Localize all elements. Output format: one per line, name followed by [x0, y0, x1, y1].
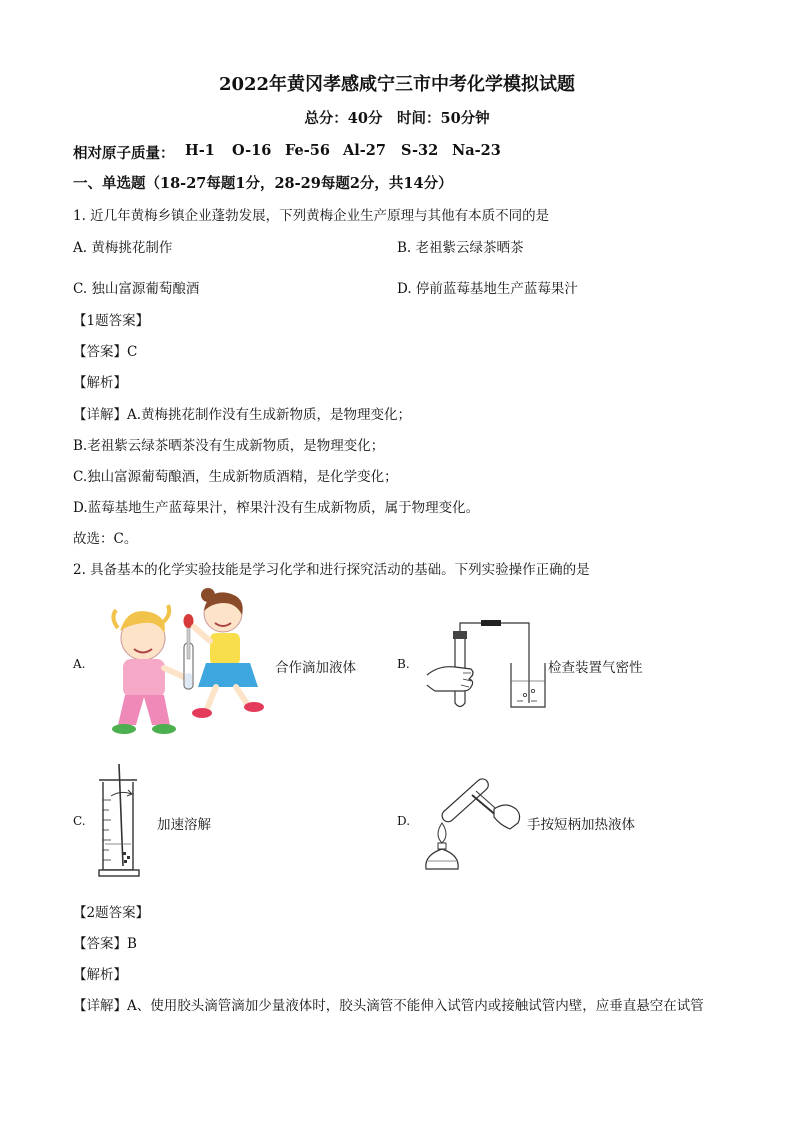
q1-analysis: 【解析】	[73, 375, 127, 391]
atomic-mass-h: H-1	[185, 142, 215, 159]
atomic-mass-s: S-32	[401, 142, 439, 159]
q1-option-d: D. 停前蓝莓基地生产蓝莓果汁	[397, 281, 578, 297]
q2-option-a-caption: 合作滴加液体	[275, 660, 356, 676]
q2-answer-header: 【2题答案】	[73, 905, 150, 921]
atomic-mass-o: O-16	[232, 142, 272, 159]
alcohol-lamp-heating-apparatus	[420, 765, 525, 875]
q1-option-b: B. 老祖紫云绿茶晒茶	[397, 240, 524, 256]
q2-answer: 【答案】B	[73, 936, 137, 952]
q2-detail: 【详解】A、使用胶头滴管滴加少量液体时，胶头滴管不能伸入试管内或接触试管内壁，应垂直悬空在试管	[73, 998, 704, 1014]
q1-answer-header: 【1题答案】	[73, 313, 150, 329]
question-2-stem: 2. 具备基本的化学实验技能是学习化学和进行探究活动的基础。下列实验操作正确的是	[73, 562, 590, 578]
question-1-stem: 1. 近几年黄梅乡镇企业蓬勃发展，下列黄梅企业生产原理与其他有本质不同的是	[73, 208, 550, 224]
q2-option-a-letter: A.	[73, 657, 86, 671]
airtightness-check-apparatus	[425, 615, 550, 715]
q2-option-b-caption: 检查装置气密性	[548, 660, 643, 676]
q2-analysis: 【解析】	[73, 967, 127, 983]
q1-detail-5: 故选：C。	[73, 531, 138, 547]
q1-detail-3: C.独山富源葡萄酿酒，生成新物质酒精，是化学变化；	[73, 469, 398, 485]
children-dropper-illustration	[98, 583, 273, 743]
q1-option-a: A. 黄梅挑花制作	[73, 240, 173, 256]
section-heading: 一、单选题（18-27每题1分，28-29每题2分，共14分）	[73, 175, 453, 192]
atomic-mass-fe: Fe-56	[285, 142, 330, 159]
q2-option-d-caption: 手按短柄加热液体	[527, 817, 635, 833]
atomic-mass-al: Al-27	[343, 142, 386, 159]
q1-detail-4: D.蓝莓基地生产蓝莓果汁，榨果汁没有生成新物质，属于物理变化。	[73, 500, 480, 516]
atomic-mass-label: 相对原子质量：	[73, 145, 175, 162]
graduated-cylinder-stirring	[97, 760, 147, 880]
atomic-mass-na: Na-23	[452, 142, 501, 159]
q1-detail-1: 【详解】A.黄梅挑花制作没有生成新物质，是物理变化；	[73, 407, 412, 423]
exam-info: 总分：40分 时间：50分钟	[304, 110, 490, 127]
q2-option-c-caption: 加速溶解	[157, 817, 211, 833]
q2-option-c-letter: C.	[73, 814, 86, 828]
q1-answer: 【答案】C	[73, 344, 138, 360]
q2-option-b-letter: B.	[397, 657, 410, 671]
page-title: 2022年黄冈孝感咸宁三市中考化学模拟试题	[218, 74, 576, 95]
q2-option-d-letter: D.	[397, 814, 411, 828]
q1-detail-2: B.老祖紫云绿茶晒茶没有生成新物质，是物理变化；	[73, 438, 385, 454]
q1-option-c: C. 独山富源葡萄酿酒	[73, 281, 200, 297]
